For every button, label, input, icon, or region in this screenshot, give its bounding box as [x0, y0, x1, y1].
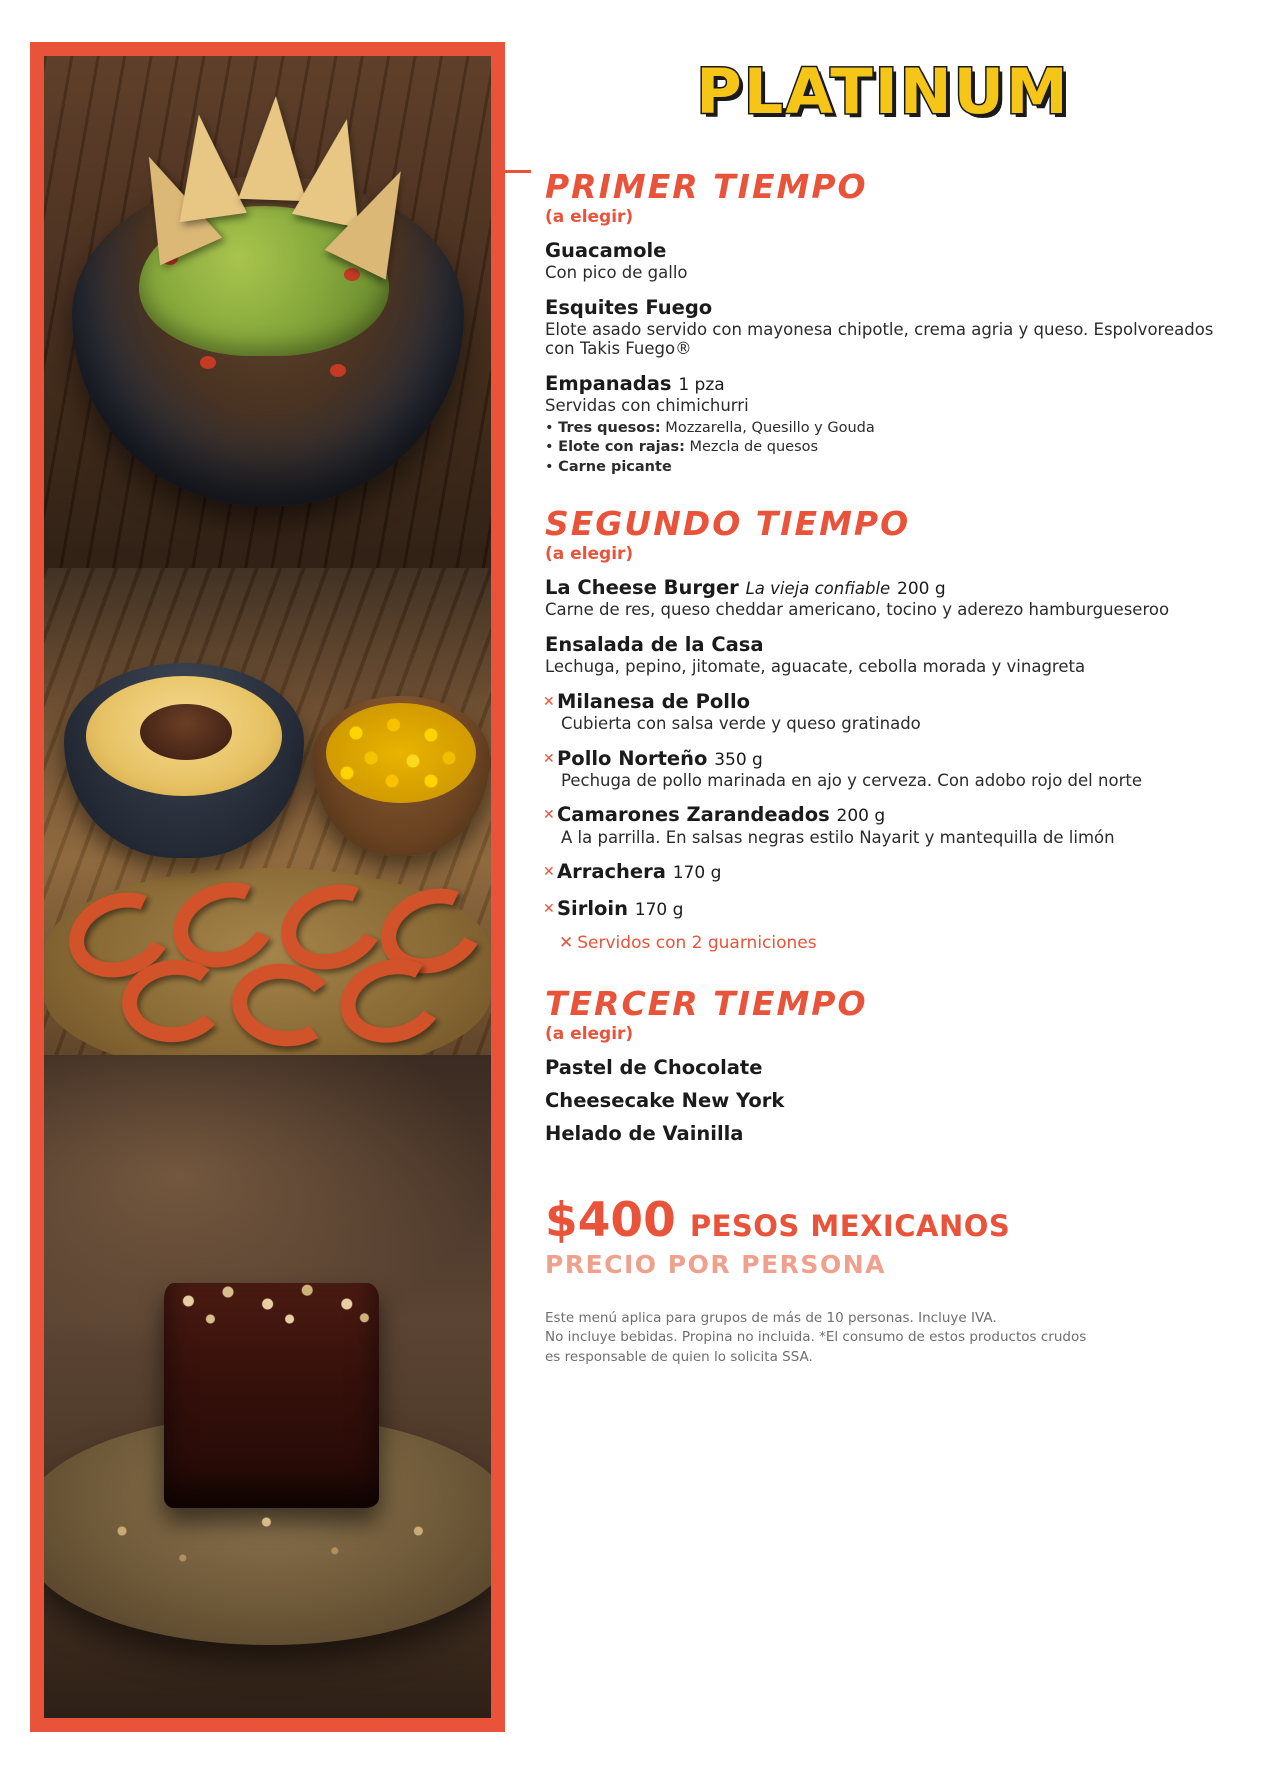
section-subtitle-tercer: (a elegir) [545, 1023, 634, 1044]
variant-label: Carne picante [558, 458, 672, 475]
item-name-text: Arrachera [557, 860, 666, 884]
item-portion: 200 g [836, 806, 886, 827]
section-footnote [559, 933, 1245, 953]
item-description: Lechuga, pepino, jitomate, aguacate, cebolla morada y vinagreta [545, 657, 1086, 677]
section-title-primer: PRIMER TIEMPO [545, 167, 868, 206]
x-mark-icon: ✕ [559, 933, 574, 954]
item-variants-list [545, 419, 1245, 478]
item-description: Elote asado servido con mayonesa chipotle, crema agria y queso. Espolvoreados con Takis Fuego® [545, 319, 1214, 359]
brand-title: PLATINUM [696, 55, 1070, 128]
section-primer-tiempo [545, 167, 1245, 477]
price-currency: PESOS MEXICANOS [689, 1208, 1011, 1243]
section-tick-icon [505, 170, 531, 173]
menu-item-camarones-zarandeados [545, 803, 1245, 847]
menu-item-milanesa-de-pollo [545, 690, 1245, 734]
menu-item-arrachera [545, 860, 1245, 883]
x-mark-icon: ✕ [543, 864, 555, 881]
section-subtitle-primer: (a elegir) [545, 206, 634, 227]
item-name-text: Camarones Zarandeados [557, 803, 830, 827]
menu-item-sirloin [545, 897, 1245, 920]
item-name-text: Pollo Norteño [557, 746, 708, 770]
menu-item-ensalada-de-la-casa [545, 633, 1245, 677]
footnote-text: Servidos con 2 guarniciones [577, 933, 817, 954]
menu-item-empanadas [545, 372, 1245, 478]
item-description: Cubierta con salsa verde y queso gratinado [561, 714, 921, 734]
photo-panel [30, 42, 505, 1732]
menu-item-pastel-de-chocolate: Pastel de Chocolate [545, 1055, 763, 1079]
section-tercer-tiempo [545, 984, 1245, 1145]
x-mark-icon: ✕ [543, 807, 555, 824]
menu-item-la-cheese-burger [545, 576, 1245, 620]
list-item: • Elote con rajas: Mezcla de quesos [545, 439, 819, 456]
price-per-person: PRECIO POR PERSONA [545, 1249, 886, 1279]
item-name-text: Sirloin [557, 896, 628, 920]
item-name [557, 897, 1245, 920]
item-name [557, 803, 1245, 826]
item-description: A la parrilla. En salsas negras estilo Nayarit y mantequilla de limón [561, 827, 1115, 847]
item-portion: 350 g [714, 749, 763, 770]
item-name [545, 576, 1245, 599]
item-portion: 170 g [672, 863, 722, 884]
variant-text: Mezcla de quesos [684, 439, 819, 456]
item-name: Esquites Fuego [545, 295, 713, 319]
variant-label: Elote con rajas: [558, 439, 685, 456]
price-amount: $400 [545, 1192, 676, 1248]
item-name: Ensalada de la Casa [545, 632, 764, 656]
item-name [557, 747, 1245, 770]
section-title-segundo: SEGUNDO TIEMPO [545, 504, 911, 544]
item-name: Guacamole [545, 238, 667, 262]
item-portion: 1 pza [678, 374, 725, 395]
x-mark-icon: ✕ [543, 750, 555, 767]
legal-disclaimer: Este menú aplica para grupos de más de 10 personas. Incluye IVA. No incluye bebidas. Propina no incluida. *El consumo de estos productos crudos es responsable de quien lo solicita SSA. [545, 1309, 1087, 1365]
list-item: • Tres quesos: Mozzarella, Quesillo y Gouda [545, 419, 875, 436]
section-subtitle-segundo: (a elegir) [545, 544, 634, 565]
item-name-text: Empanadas [545, 371, 672, 395]
list-item: • Carne picante [545, 458, 672, 475]
photo-stack [44, 56, 491, 1718]
item-name [557, 860, 1245, 883]
menu-content [545, 0, 1245, 1772]
item-name-text: La Cheese Burger [545, 576, 739, 600]
item-name: Milanesa de Pollo [557, 689, 751, 713]
menu-item-esquites-fuego [545, 296, 1245, 359]
item-portion: 200 g [897, 579, 946, 600]
item-description: Servidas con chimichurri [545, 396, 749, 416]
price-block [545, 1193, 1245, 1248]
item-description: Con pico de gallo [545, 263, 688, 283]
photo-dips-and-shrimp [44, 568, 491, 1055]
section-segundo-tiempo [543, 504, 1245, 954]
item-description: Carne de res, queso cheddar americano, tocino y aderezo hamburgueseroo [545, 600, 1170, 620]
section-title-tercer: TERCER TIEMPO [545, 984, 868, 1024]
item-name [545, 372, 1245, 395]
photo-chocolate-cake [44, 1055, 491, 1718]
menu-item-cheesecake-new-york: Cheesecake New York [545, 1088, 785, 1112]
photo-guacamole [44, 56, 491, 568]
variant-text: Mozzarella, Quesillo y Gouda [660, 419, 875, 436]
item-description: Pechuga de pollo marinada en ajo y cerveza. Con adobo rojo del norte [561, 770, 1142, 790]
x-mark-icon: ✕ [543, 693, 555, 710]
menu-item-guacamole [545, 239, 1245, 283]
variant-label: Tres quesos: [558, 419, 661, 436]
item-portion: 170 g [634, 899, 684, 920]
menu-item-pollo-nortenio [545, 747, 1245, 791]
x-mark-icon: ✕ [543, 900, 555, 917]
menu-item-helado-de-vainilla: Helado de Vainilla [545, 1121, 744, 1145]
item-tagline: La vieja confiable [745, 579, 891, 599]
